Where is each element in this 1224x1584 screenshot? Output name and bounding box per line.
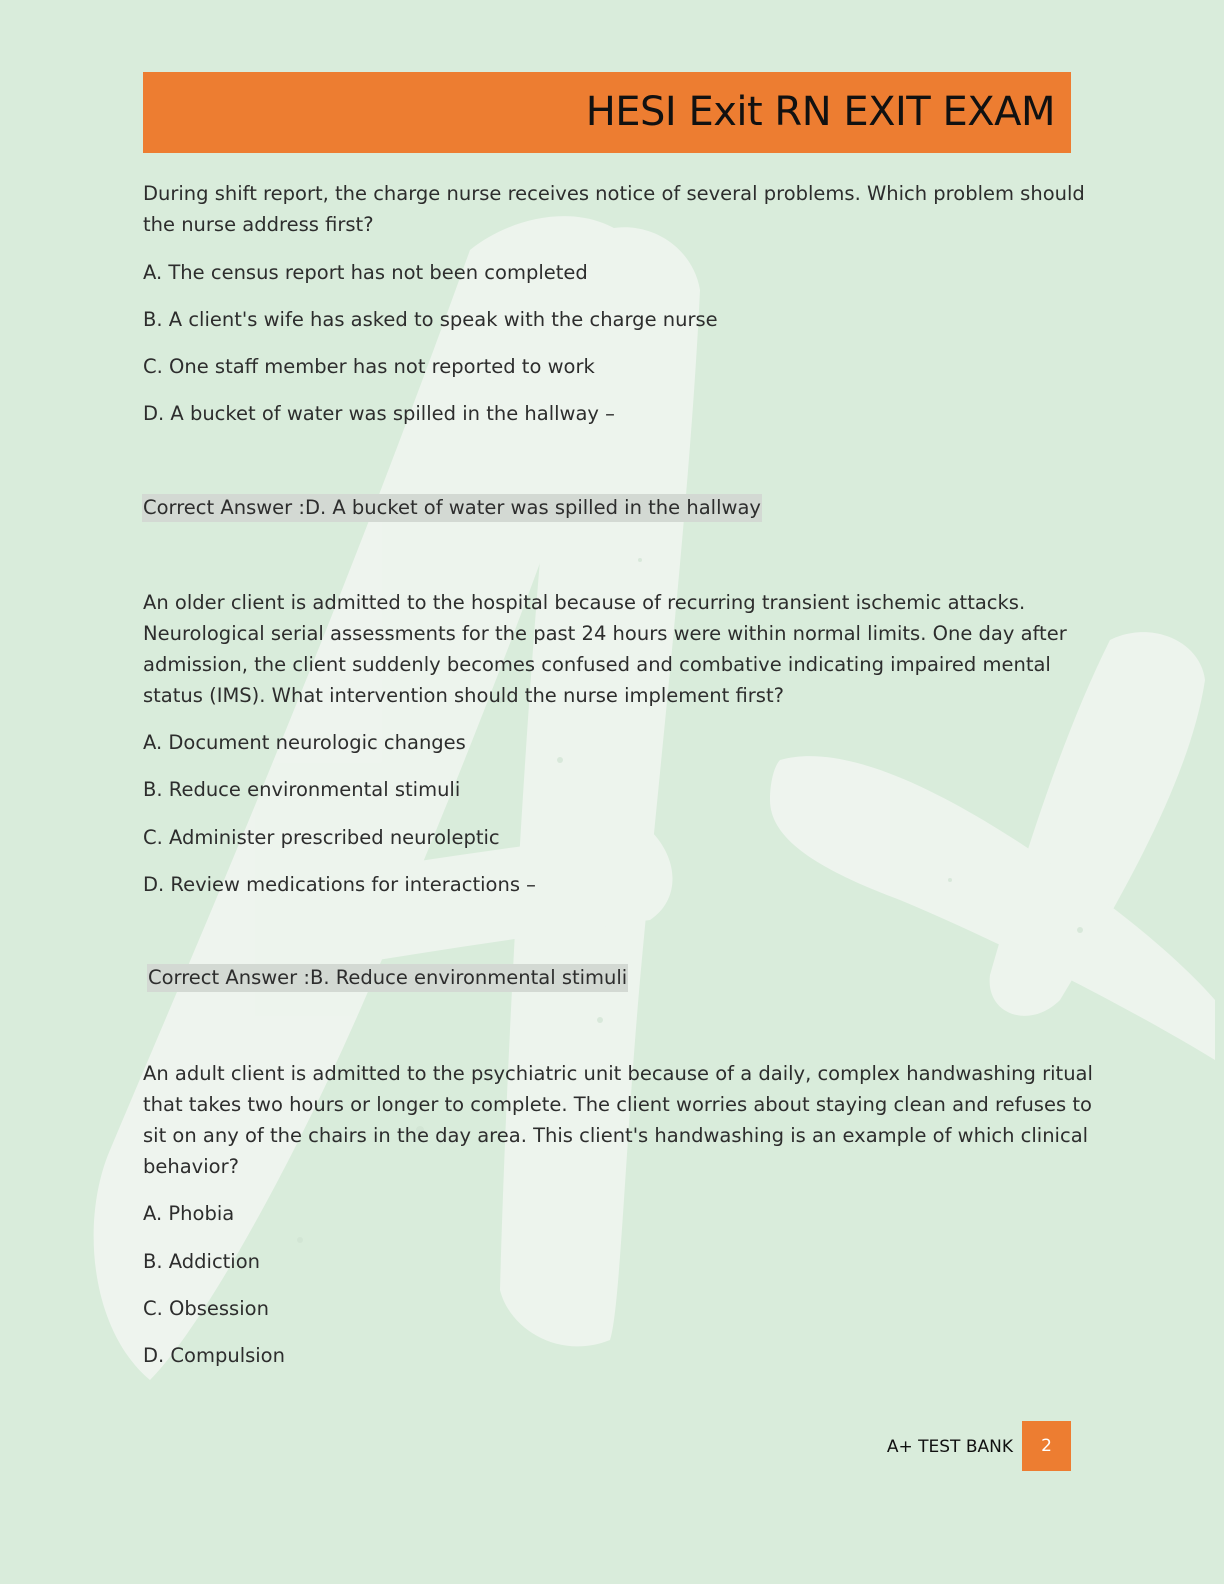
question-stem-line: Neurological serial assessments for the past 24 hours were within normal limits. One day after [143,622,1067,645]
question-stem-line: An adult client is admitted to the psychiatric unit because of a daily, complex handwashing ritual [143,1062,1093,1085]
page-title: HESI Exit RN EXIT EXAM [585,89,1055,135]
question-stem-line: admission, the client suddenly becomes confused and combative indicating impaired mental [143,653,1051,676]
question-stem-line: sit on any of the chairs in the day area. This client's handwashing is an example of which clinical [143,1124,1089,1147]
question-stem-line: that takes two hours or longer to complete. The client worries about staying clean and refuses to [143,1093,1092,1116]
answer-option: A. The census report has not been completed [143,261,588,284]
answer-option: B. A client's wife has asked to speak with the charge nurse [143,308,718,331]
answer-option: B. Reduce environmental stimuli [143,778,461,801]
answer-option: D. A bucket of water was spilled in the hallway – [143,402,615,425]
question-stem-line: the nurse address first? [143,213,374,236]
answer-option: C. Administer prescribed neuroleptic [143,826,500,849]
answer-option: A. Phobia [143,1202,235,1225]
answer-option: D. Compulsion [143,1344,285,1367]
correct-answer-highlight: Correct Answer :D. A bucket of water was spilled in the hallway [142,494,762,522]
answer-option: D. Review medications for interactions – [143,873,536,896]
header-banner [143,72,1071,153]
question-stem-line: behavior? [143,1155,239,1178]
question-stem-line: During shift report, the charge nurse receives notice of several problems. Which problem should [143,182,1085,205]
answer-option: C. Obsession [143,1297,269,1320]
answer-option: C. One staff member has not reported to work [143,355,595,378]
answer-option: B. Addiction [143,1250,261,1273]
page-number: 2 [1022,1421,1071,1471]
correct-answer-highlight: Correct Answer :B. Reduce environmental stimuli [147,964,628,992]
footer-label: A+ TEST BANK [886,1437,1013,1457]
answer-option: A. Document neurologic changes [143,731,466,754]
question-stem-line: An older client is admitted to the hospital because of recurring transient ischemic attacks. [143,591,1026,614]
question-stem-line: status (IMS). What intervention should the nurse implement first? [143,684,784,707]
